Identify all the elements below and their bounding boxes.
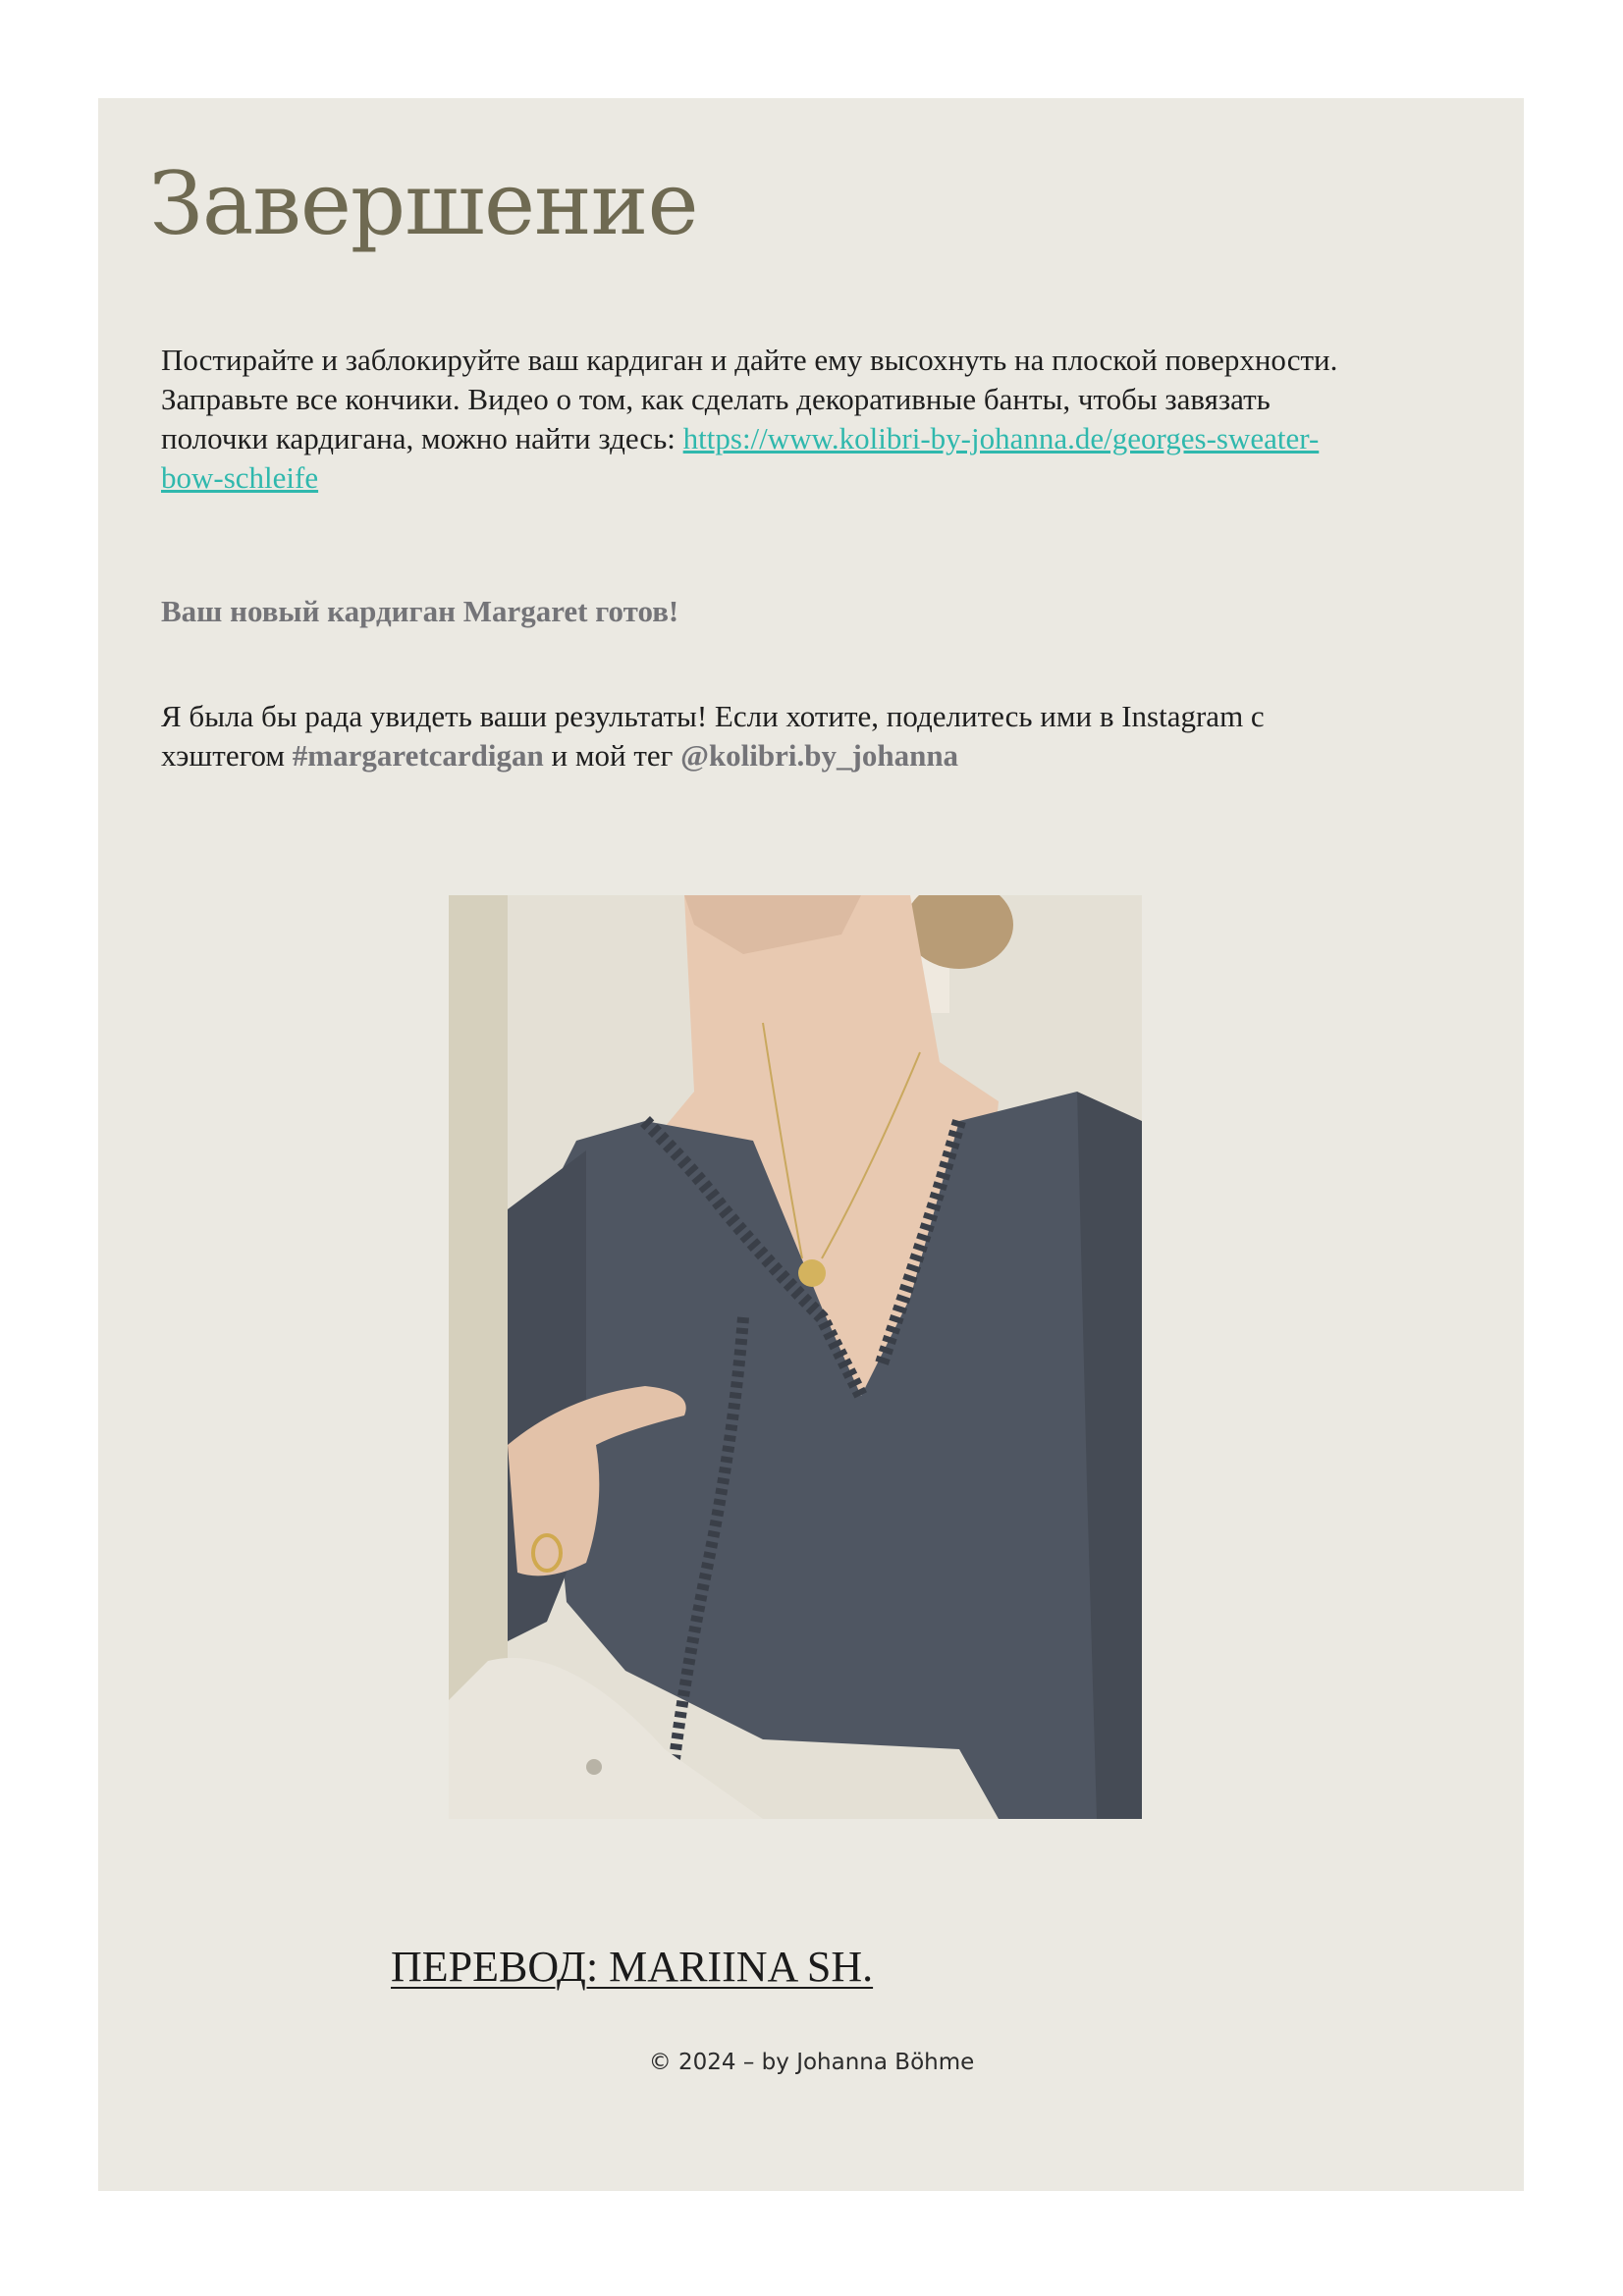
cardigan-ready-text: Ваш новый кардиган Margaret готов! (161, 594, 679, 628)
instructions-text: Постирайте и заблокируйте ваш кардиган и дайте ему высохнуть на плоской поверхности. Заправьте все кончики. Видео о том, как сделать декоративные банты, чтобы завязать полочки кардигана, можно найти здесь: (161, 343, 1338, 455)
share-text-before: Я была бы рада увидеть ваши результаты! Если хотите, поделитесь ими в Instagram с хэштегом (161, 699, 1265, 773)
share-text-middle: и мой тег (543, 738, 681, 773)
cardigan-photo-illustration (449, 895, 1142, 1819)
copyright: © 2024 – by Johanna Böhme (648, 2050, 975, 2075)
instagram-handle: @kolibri.by_johanna (680, 738, 959, 773)
bow-video-link[interactable]: https://www.kolibri-by-johanna.de/georges-sweater-bow-schleife (161, 421, 1320, 495)
hashtag: #margaretcardigan (292, 738, 544, 773)
finishing-instructions (161, 341, 1379, 498)
translator-credit: ПЕРЕВОД: MARIINA SH. (391, 1943, 874, 1991)
page-title: Завершение (149, 153, 698, 254)
cardigan-photo (449, 895, 1142, 1819)
instagram-share-text (161, 697, 1379, 775)
